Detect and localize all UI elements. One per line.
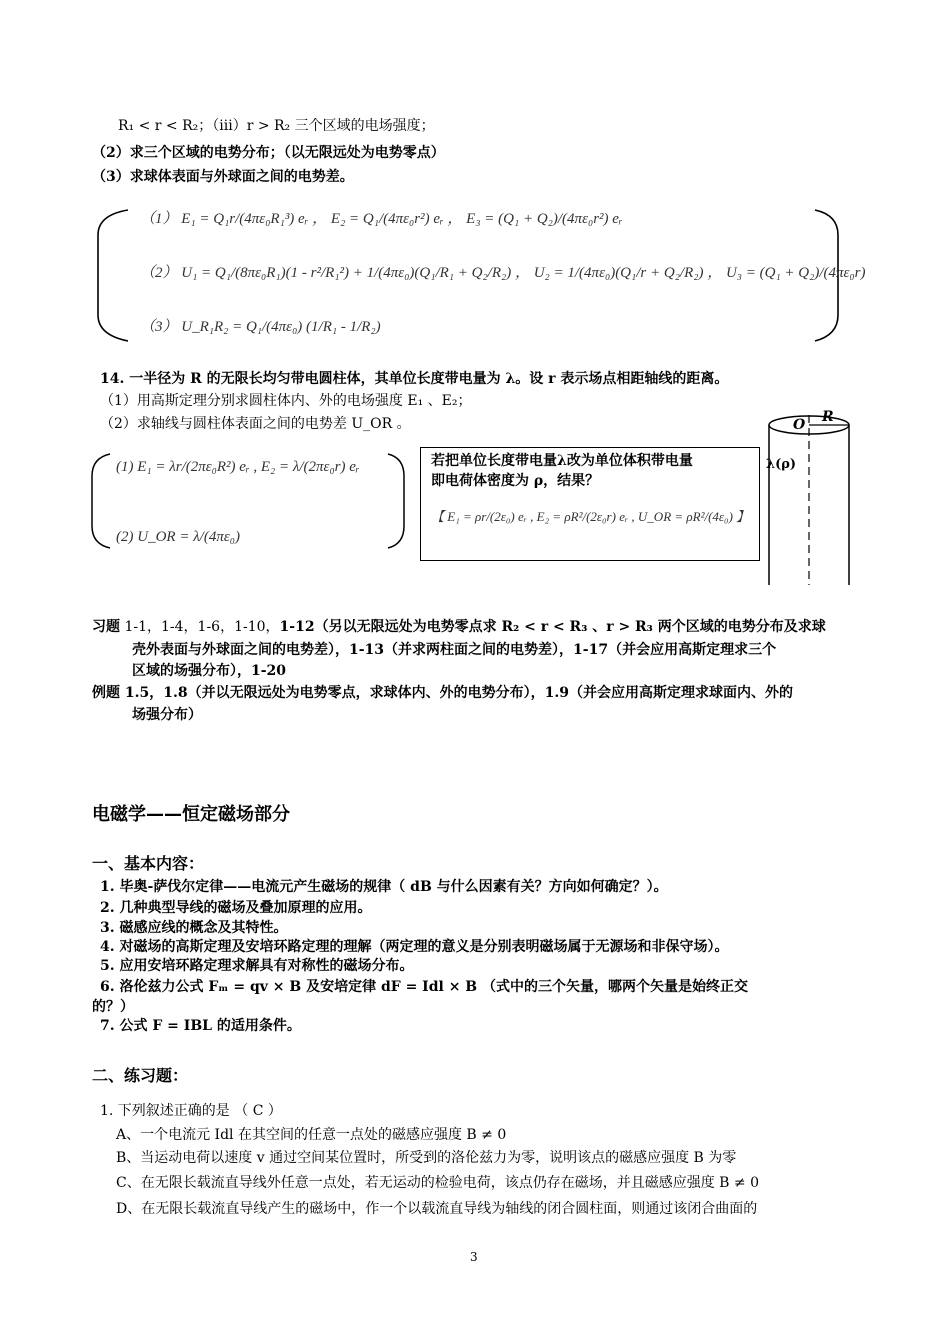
extension-text-2: 即电荷体密度为 ρ，结果？ — [431, 473, 600, 489]
answer-13-row-2: （2） U₁ = Q₁/(8πε₀R₁)(1 - r²/R₁²) + 1/(4πε₀)(Q₁/R₁ + Q₂/R₂) ， U₂ = 1/(4πε₀)(Q₁/r + Q₂/R₂) ， U₃ = (Q₁ + Q₂)/(4πε₀r) — [140, 265, 866, 281]
basic-item-3: 3. 磁感应线的概念及其特性。 — [100, 920, 288, 936]
practice-title: 二、练习题： — [92, 1066, 189, 1085]
region-condition-line: R₁ < r < R₂；（iii）r > R₂ 三个区域的电场强度； — [118, 118, 435, 134]
basic-item-5: 5. 应用安培环路定理求解具有对称性的磁场分布。 — [100, 958, 414, 974]
extension-box — [420, 447, 760, 561]
option-a: A、一个电流元 Idl 在其空间的任意一点处的磁感应强度 B ≠ 0 — [116, 1127, 507, 1143]
figure-label-r: R — [822, 409, 834, 425]
basic-item-7: 7. 公式 F = IBL 的适用条件。 — [100, 1018, 301, 1034]
basic-content-title: 一、基本内容： — [92, 854, 205, 873]
basic-item-2: 2. 几种典型导线的磁场及叠加原理的应用。 — [100, 900, 372, 916]
homework-line-2: 壳外表面与外球面之间的电势差），1-13（并求两柱面之间的电势差），1-17（并会应用高斯定理求三个 — [132, 642, 777, 658]
basic-item-6: 6. 洛伦兹力公式 Fₘ = qv × B 及安培定律 dF = Idl × B （式中的三个矢量，哪两个矢量是始终正交 — [100, 979, 749, 995]
page-number: 3 — [470, 1250, 478, 1264]
answer-14-part-1: (1) E₁ = λr/(2πε₀R²) eᵣ , E₂ = λ/(2πε₀r) eᵣ — [116, 459, 360, 475]
example-line-1: 例题 1.5，1.8（并以无限远处为电势零点，求球体内、外的电势分布），1.9（并会应用高斯定理求球面内、外的 — [92, 685, 793, 701]
question-14-part-1: （1）用高斯定理分别求圆柱体内、外的电场强度 E₁ 、E₂； — [100, 393, 472, 409]
question-14-title: 14. 一半径为 R 的无限长均匀带电圆柱体，其单位长度带电量为 λ。设 r 表示场点相距轴线的距离。 — [100, 371, 729, 387]
basic-item-1: 1. 毕奥-萨伐尔定律——电流元产生磁场的规律（ dB 与什么因素有关？方向如何确定？）。 — [100, 879, 668, 895]
option-c: C、在无限长载流直导线外任意一点处，若无运动的检验电荷，该点仍存在磁场，并且磁感应强度 B ≠ 0 — [116, 1175, 759, 1191]
answer-13-row-3: （3） U_R₁R₂ = Q₁/(4πε₀) (1/R₁ - 1/R₂) — [140, 319, 381, 335]
homework-basic: 1-1，1-4，1-6，1-10， — [120, 619, 280, 635]
question-part-3: （3）求球体表面与外球面之间的电势差。 — [92, 169, 354, 185]
basic-item-6-cont: 的？） — [92, 999, 134, 1015]
homework-label: 习题 — [92, 619, 120, 635]
figure-label-o: O — [793, 417, 806, 433]
basic-item-4: 4. 对磁场的高斯定理及安培环路定理的理解（两定理的意义是分别表明磁场属于无源场和非保守场）。 — [100, 939, 729, 955]
option-d: D、在无限长载流直导线产生的磁场中，作一个以载流直导线为轴线的闭合圆柱面，则通过该闭合曲面的 — [116, 1201, 758, 1217]
question-14-part-2: （2）求轴线与圆柱体表面之间的电势差 U_OR 。 — [100, 416, 411, 432]
figure-label-lambda: λ(ρ) — [766, 457, 797, 472]
answer-13-row-1: （1） E₁ = Q₁r/(4πε₀R₁³) eᵣ ， E₂ = Q₁/(4πε₀r²) eᵣ ， E₃ = (Q₁ + Q₂)/(4πε₀r²) eᵣ — [140, 211, 623, 227]
extension-result: 【 E₁ = ρr/(2ε₀) eᵣ , E₂ = ρR²/(2ε₀r) eᵣ , U_OR = ρR²/(4ε₀) 】 — [431, 509, 750, 524]
practice-question-1: 1. 下列叙述正确的是 （ C ） — [100, 1103, 282, 1119]
homework-line-1 — [92, 618, 826, 636]
extension-text-1: 若把单位长度带电量λ改为单位体积带电量 — [431, 453, 693, 469]
cylinder-figure — [765, 405, 865, 585]
answer-14-part-2: (2) U_OR = λ/(4πε₀) — [116, 529, 240, 545]
homework-line-3: 区域的场强分布），1-20 — [132, 663, 287, 679]
homework-extra: 1-12（另以无限远处为电势零点求 R₂ < r < R₃ 、r > R₃ 两个区域的电势分布及求球 — [279, 619, 826, 635]
example-line-2: 场强分布） — [132, 707, 202, 723]
question-part-2: （2）求三个区域的电势分布；（以无限远处为电势零点） — [92, 145, 445, 161]
option-b: B、当运动电荷以速度 v 通过空间某位置时，所受到的洛伦兹力为零，说明该点的磁感应强度 B 为零 — [116, 1150, 737, 1166]
section-heading: 电磁学——恒定磁场部分 — [92, 804, 290, 825]
